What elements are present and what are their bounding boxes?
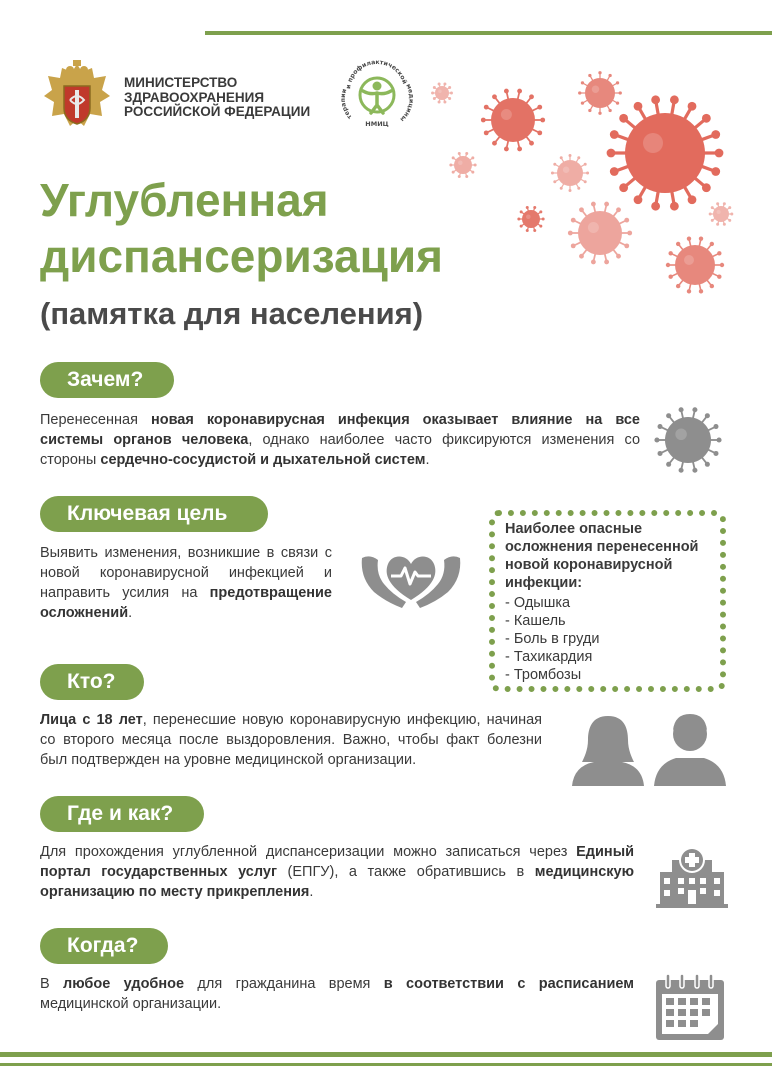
why-bold-1: новая коронавирусная инфекция оказывает влияние на все системы органов человека (40, 412, 640, 448)
section-why-text (40, 410, 640, 470)
complication-item: - Боль в груди (505, 630, 720, 648)
goal-text-2: . (128, 605, 133, 621)
goal-bold-1: предотвращение осложнений (40, 585, 332, 621)
where-text-3: . (309, 884, 314, 900)
why-text-3: . (425, 452, 430, 468)
svg-text:медицины (398, 83, 414, 123)
when-text-3: медицинской организации. (40, 996, 222, 1012)
gray-virus-icon (648, 400, 728, 480)
complication-item: - Одышка (505, 594, 720, 612)
when-text-2: для гражданина время (184, 976, 384, 992)
when-bold-2: в соответствии с расписанием (383, 976, 634, 992)
complications-list (505, 594, 720, 684)
section-where-label: Где и как? (40, 796, 204, 832)
bottom-accent-line (0, 1052, 772, 1057)
why-text-1: Перенесенная (40, 412, 151, 428)
when-text-1: В (40, 976, 64, 992)
coat-of-arms-icon (42, 60, 112, 136)
when-bold-1: любое удобное (63, 976, 185, 992)
top-accent-line (205, 31, 772, 35)
complications-heading: Наиболее опасные осложнения перенесенной новой коронавирусной инфекции: (505, 521, 699, 591)
svg-text:терапии (340, 88, 354, 120)
who-text-1: , перенесшие новую коронавирусную инфекцию, начиная со второго месяца после выздоровления. Важно, чтобы факт болезни был подтвержден на уровне медицинской организации. (40, 712, 542, 768)
page-title (40, 172, 443, 284)
nmic-text-top: и профилактической (345, 58, 408, 90)
where-text-1: Для прохождения углубленной диспансеризации можно записаться через (40, 844, 577, 860)
ministry-line-2: ЗДРАВООХРАНЕНИЯ (124, 89, 265, 105)
section-when-text (40, 974, 634, 1014)
complication-item: - Кашель (505, 612, 720, 630)
where-bold-2: медицинскую организацию по месту прикрепления (40, 864, 634, 900)
people-icon (572, 712, 730, 786)
section-goal-label: Ключевая цель (40, 496, 268, 532)
title-line-2: диспансеризация (40, 230, 443, 282)
bottom-accent-line-thin (0, 1063, 772, 1066)
page-subtitle: (памятка для населения) (40, 296, 424, 331)
nmic-text-left: терапии (339, 88, 354, 121)
why-text-2: , однако наиболее часто фиксируются изменения со стороны (40, 432, 641, 468)
ministry-line-1: МИНИСТЕРСТВО (124, 75, 238, 90)
section-who-text (40, 710, 542, 770)
virus-illustration-icon (425, 55, 772, 305)
section-where-text (40, 842, 634, 902)
where-bold-1: Единый портал государственных услуг (40, 844, 634, 880)
section-who-label: Кто? (40, 664, 144, 700)
complication-item: - Тахикардия (505, 648, 720, 666)
hospital-icon (656, 842, 728, 908)
complications-box (489, 510, 726, 692)
complication-item: - Тромбозы (505, 666, 720, 684)
why-bold-2: сердечно-сосудистой и дыхательной систем (100, 452, 426, 468)
title-line-1: Углубленная (40, 174, 329, 226)
ministry-name (124, 76, 310, 120)
section-goal-text (40, 543, 332, 623)
section-why-label: Зачем? (40, 362, 174, 398)
ministry-line-3: РОССИЙСКОЙ ФЕДЕРАЦИИ (124, 104, 311, 119)
section-when-label: Когда? (40, 928, 168, 964)
nmic-logo-icon (338, 55, 416, 133)
calendar-icon (654, 972, 726, 1042)
heart-hands-icon (358, 542, 464, 612)
nmic-text-right: медицины (398, 82, 415, 123)
goal-text-1: Выявить изменения, возникшие в связи с новой коронавирусной инфекцией и направить усилия на (40, 545, 332, 601)
nmic-text-bottom: НМИЦ (365, 120, 389, 128)
who-bold-1: Лица с 18 лет (40, 712, 143, 728)
where-text-2: (ЕПГУ), а также обратившись в (276, 864, 535, 880)
